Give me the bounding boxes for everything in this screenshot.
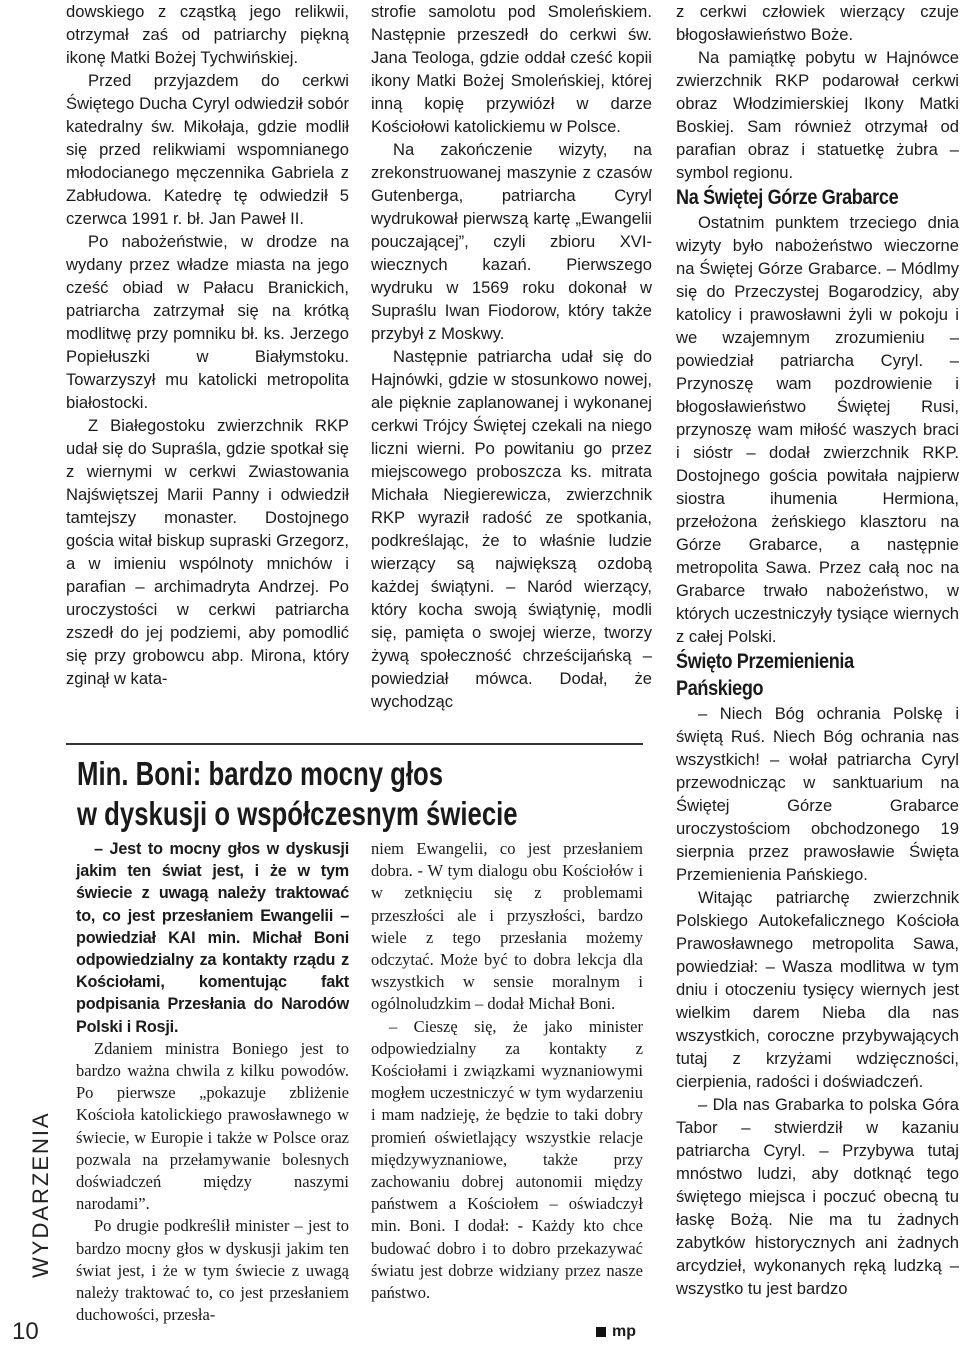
paragraph: Przed przyjazdem do cerkwi Świętego Ducha Cyryl odwiedził sobór katedralny św. Mikołaja, gdzie modlił się przed relikwiami wspomnianego młodocianego męczennika Gabriela z Zabłudowa. Katedrę tę odwiedził 5 czerwca 1991 r. bł. Jan Paweł II. (66, 71, 349, 228)
box-headline: Min. Boni: bardzo mocny głos w dyskusji o współczesnym świecie (77, 755, 518, 832)
paragraph: Następnie patriarcha udał się do Hajnówki, gdzie w stosunkowo nowej, ale pięknie zaplanowanej i wykonanej cerkwi Trójcy Świętej czekali na niego liczni wierni. Po powitaniu go przez miejscowego proboszcza ks. mitrata Michała Niegierewicza, zwierzchnik RKP wyraził radość ze spotkania, podkreślając, że to właśnie ludzie wierzący są największą ozdobą każdej świątyni. – Naród wierzący, który kocha swoją świątynię, modli się, pamięta o swojej wierze, tworzy żywą społeczność chrześcijańską – powiedział mówca. Dodał, że wychodząc (371, 347, 652, 711)
square-bullet-icon (596, 1327, 606, 1337)
article-column-3 (676, 0, 959, 1300)
subheading: Święto Przemienienia Pańskiego (676, 650, 854, 700)
author-signoff: mp (596, 1323, 636, 1341)
paragraph: – Cieszę się, że jako minister odpowiedzialny za kontakty z Kościołami i związkami wyznaniowymi mogłem uczestniczyć w tym wydarzeniu i mam nadzieję, że będzie to taki dobry promień oświetlający wszystkie relacje międzywyznaniowe, także przy zachowaniu dobrej autonomii między państwem a Kościołem – oświadczył min. Boni. I dodał: - Każdy kto chce budować dobro i to dobro przekazywać światu jest dobrze widziany przez nasze państwo. (371, 1016, 643, 1303)
paragraph: Po nabożeństwie, w drodze na wydany przez władze miasta na jego cześć obiad w Pałacu Branickich, patriarcha zatrzymał się na krótką modlitwę przy pomniku bł. ks. Jerzego Popiełuszki w Białymstoku. Towarzyszył mu katolicki metropolita białostocki. (66, 232, 349, 412)
paragraph: dowskiego z cząstką jego relikwii, otrzymał zaś od patriarchy piękną ikonę Matki Bożej Tychwińskiej. (66, 2, 349, 67)
article-column-1 (66, 0, 349, 690)
paragraph: – Dla nas Grabarka to polska Góra Tabor – stwierdził w kazaniu patriarcha Cyryl. – Przybywa tutaj mnóstwo ludzi, aby dotknąć tego świętego miejsca i poczuć obecną tu łaskę Bożą. Nie ma tu żadnych zabytków historycznych ani żadnych arcydzieł, wykonanych ręką ludzką – wszystko tu jest bardzo (676, 1095, 959, 1298)
subheading: Na Świętej Górze Grabarce (676, 186, 899, 209)
paragraph: strofie samolotu pod Smoleńskiem. Następnie przeszedł do cerkwi św. Jana Teologa, gdzie oddał cześć kopii ikony Matki Bożej Smoleńskiej, której inną kopię przywiózł w darze Kościołowi katolickiemu w Polsce. (371, 2, 652, 136)
paragraph: Ostatnim punktem trzeciego dnia wizyty było nabożeństwo wieczorne na Świętej Górze Grabarce. – Módlmy się do Przeczystej Bogarodzicy, aby katolicy i prawosławni żyli w pokoju i we wzajemnym zrozumieniu – powiedział patriarcha Cyryl. – Przynoszę wam pozdrowienie i błogosławieństwo Świętej Rusi, przynoszę wam miłość waszych braci i sióstr – dodał zwierzchnik RKP. Dostojnego gościa powitała najpierw siostra ihumenia Hermiona, przełożona żeńskiego klasztoru na Górze Grabarce, a następnie metropolita Sawa. Przez całą noc na Grabarce trwało nabożeństwo, w których uczestniczyły tysiące wiernych z całej Polski. (676, 213, 959, 646)
paragraph: Witając patriarchę zwierzchnik Polskiego Autokefalicznego Kościoła Prawosławnego metropolita Sawa, powiedział: – Wasza modlitwa w tym dniu i otoczeniu tysięcy wiernych jest wielkim darem Nieba dla nas wszystkich, coroczne przybywających tutaj z krzyżami wdzięczności, cierpienia, radości i doświadczeń. (676, 888, 959, 1091)
article-column-2 (371, 0, 652, 713)
box-column-1 (76, 838, 349, 1326)
page-number: 10 (12, 1318, 39, 1345)
paragraph: Z Białegostoku zwierzchnik RKP udał się do Supraśla, gdzie spotkał się z wiernymi w cerkwi Zwiastowania Najświętszej Marii Panny i odwiedził tamtejszy monaster. Dostojnego gościa witał biskup supraski Grzegorz, a w imieniu wspólnoty mnichów i parafian – archimadryta Andrzej. Po uroczystości w cerkwi patriarcha zszedł do jej podziemi, aby pomodlić się przy grobowcu abp. Mirona, który zginął w kata- (66, 416, 349, 688)
paragraph: Po drugie podkreślił minister – jest to bardzo mocny głos w dyskusji jakim ten świat jest, i że w tym świecie z uwagą należy traktować to, co jest przesłaniem duchowości, przesła- (76, 1216, 349, 1325)
divider (66, 743, 643, 745)
paragraph: Zdaniem ministra Boniego jest to bardzo ważna chwila z kilku powodów. Po pierwsze „pokazuje zbliżenie Kościoła katolickiego prawosławnego w świecie, w Europie i także w Polsce oraz pozwala na przełamywanie bolesnych doświadczeń między naszymi narodami”. (76, 1038, 349, 1214)
box-column-2 (371, 838, 643, 1304)
paragraph: z cerkwi człowiek wierzący czuje błogosławieństwo Boże. (676, 2, 959, 44)
section-label: WYDARZENIA (28, 1111, 53, 1278)
lead-paragraph: – Jest to mocny głos w dyskusji jakim ten świat jest, i że w tym świecie z uwagą należy traktować to, co jest przesłaniem Ewangelii – powiedział KAI min. Michał Boni odpowiedzialny za kontakty rządu z Kościołami, komentując fakt podpisania Przesłania do Narodów Polski i Rosji. (76, 840, 349, 1036)
paragraph: – Niech Bóg ochrania Polskę i świętą Ruś. Niech Bóg ochrania nas wszystkich! – wołał patriarcha Cyryl przewodnicząc w sanktuarium na Świętej Górze Grabarce uroczystościom obchodzonego 19 sierpnia przez prawosławie Święta Przemienienia Pańskiego. (676, 704, 959, 884)
paragraph: niem Ewangelii, co jest przesłaniem dobra. - W tym dialogu obu Kościołów i w zetknięciu się z problemami przeszłości ale i przyszłości, bardzo wiele z tego przesłania możemy odczytać. Może być to dobra lekcja dla wszystkich w sensie moralnym i ogólnoludzkim – dodał Michał Boni. (371, 839, 643, 1014)
paragraph: Na zakończenie wizyty, na zrekonstruowanej maszynie z czasów Gutenberga, patriarcha Cyryl wydrukował pierwszą kartę „Ewangelii pouczającej”, czyli zbioru XVI-wiecznych kazań. Pierwszego wydruku w 1569 roku dokonał w Supraślu Iwan Fiodorow, który także przybył z Moskwy. (371, 140, 652, 343)
paragraph: Na pamiątkę pobytu w Hajnówce zwierzchnik RKP podarował cerkwi obraz Włodzimierskiej Ikony Matki Boskiej. Sam również otrzymał od parafian obraz i statuetkę żubra – symbol regionu. (676, 48, 959, 182)
